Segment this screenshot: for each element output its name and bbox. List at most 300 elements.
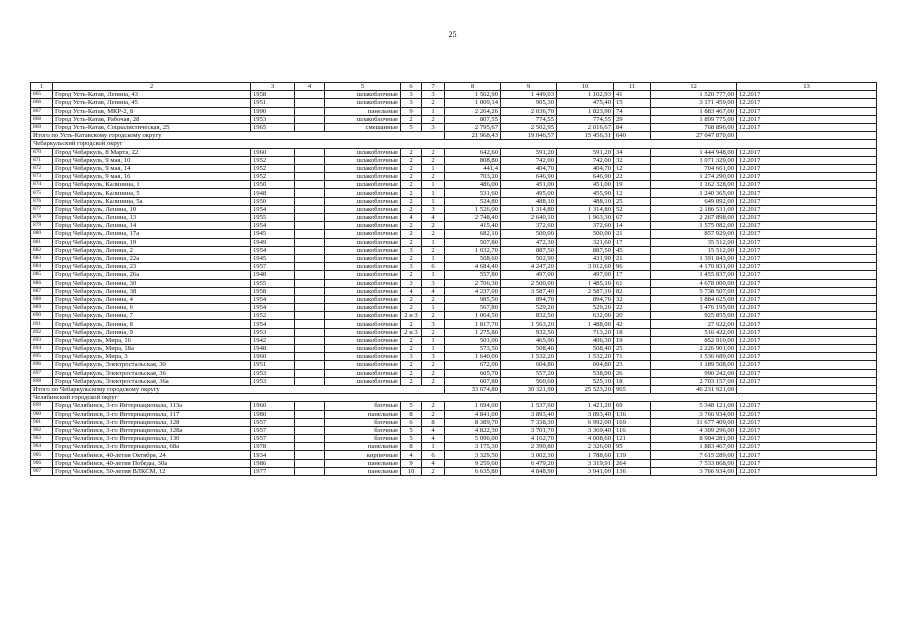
table-cell: 500,00 <box>557 230 614 238</box>
table-cell: шлакоблочные <box>325 361 401 369</box>
section-row <box>31 394 877 402</box>
table-cell <box>295 435 325 443</box>
table-cell: Город Чебаркуль, Ленина, 22а <box>53 254 251 262</box>
table-cell: 3 329,50 <box>445 451 501 459</box>
table-cell: 1954 <box>251 205 295 213</box>
table-cell: 1 526,00 <box>445 205 501 213</box>
table-cell <box>295 99 325 107</box>
empty-cell <box>737 132 877 140</box>
table-cell: 4 <box>401 451 422 459</box>
table-cell: 1 899 775,00 <box>651 115 737 123</box>
table-cell: 5 <box>401 426 422 434</box>
table-cell: панельные <box>325 467 401 475</box>
column-header: 12 <box>651 83 737 91</box>
table-cell: 12.2017 <box>737 345 877 353</box>
column-header: 4 <box>295 83 325 91</box>
table-cell: 2 587,10 <box>557 287 614 295</box>
table-cell: Город Чебаркуль, Ленина, 38 <box>53 287 251 295</box>
table-cell: 557,80 <box>445 271 501 279</box>
table-cell: шлакоблочные <box>325 189 401 197</box>
table-cell: блочные <box>325 418 401 426</box>
table-cell: Город Чебаркуль, Ленина, 13 <box>53 214 251 222</box>
table-cell: шлакоблочные <box>325 164 401 172</box>
table-cell: 12.2017 <box>737 410 877 418</box>
table-cell: 2 016,67 <box>557 123 614 131</box>
table-cell: 5 <box>401 435 422 443</box>
table-cell: 3 012,60 <box>557 263 614 271</box>
table-cell: 892 <box>31 328 53 336</box>
table-cell: 35 512,00 <box>651 238 737 246</box>
table-cell: 1 009,14 <box>445 99 501 107</box>
table-cell: 906 <box>31 459 53 467</box>
table-cell: 887 <box>31 287 53 295</box>
total-row <box>31 132 877 140</box>
table-cell: 867 <box>31 107 53 115</box>
table-cell: панельные <box>325 107 401 115</box>
table-cell: 2 186 531,00 <box>651 205 737 213</box>
table-cell: 4 <box>401 287 422 295</box>
table-cell: 899 <box>31 402 53 410</box>
table-cell: шлакоблочные <box>325 99 401 107</box>
table-cell: 1 455 837,00 <box>651 271 737 279</box>
table-cell: 2 795,67 <box>445 123 501 131</box>
table-cell: 4 841,00 <box>445 410 501 418</box>
table-cell: 1 <box>422 271 445 279</box>
table-cell: 2 748,40 <box>445 214 501 222</box>
table-cell: 3 <box>401 263 422 271</box>
table-cell: Город Чебаркуль, Калинина, 5 <box>53 189 251 197</box>
table-cell <box>295 312 325 320</box>
total-value: 27 047 870,00 <box>651 132 737 140</box>
table-cell: 6 635,80 <box>445 467 501 475</box>
table-cell: 1 788,60 <box>557 451 614 459</box>
table-cell: 1 488,00 <box>557 320 614 328</box>
table-cell: 1 314,80 <box>557 205 614 213</box>
table-cell: 1 <box>422 197 445 205</box>
table-cell: 11 677 409,00 <box>651 418 737 426</box>
table-cell: 1 <box>422 189 445 197</box>
table-cell: 897 <box>31 369 53 377</box>
table-cell: 1 071 329,00 <box>651 156 737 164</box>
table-cell: 1950 <box>251 181 295 189</box>
table-row <box>31 467 877 475</box>
table-cell: 12.2017 <box>737 304 877 312</box>
table-cell <box>295 295 325 303</box>
table-cell: 52 <box>614 205 651 213</box>
table-cell: 1 <box>422 336 445 344</box>
table-cell: 3 319,91 <box>557 459 614 467</box>
table-cell: 61 <box>614 279 651 287</box>
table-cell <box>295 410 325 418</box>
table-cell: 1 032,70 <box>445 246 501 254</box>
table-cell: шлакоблочные <box>325 230 401 238</box>
table-row <box>31 123 877 131</box>
table-cell: шлакоблочные <box>325 246 401 254</box>
table-cell: 1 823,90 <box>557 107 614 115</box>
table-cell: 12.2017 <box>737 197 877 205</box>
table-cell: 857 929,00 <box>651 230 737 238</box>
table-cell: 2 <box>422 222 445 230</box>
table-cell: 1952 <box>251 164 295 172</box>
table-cell: 768 896,00 <box>651 123 737 131</box>
table-cell: 2 <box>401 345 422 353</box>
table-cell: Город Чебаркуль, Мира, 3 <box>53 353 251 361</box>
total-value: 46 231 921,00 <box>651 385 737 393</box>
table-cell: 646,90 <box>501 173 557 181</box>
table-cell: 501,00 <box>445 336 501 344</box>
section-row <box>31 140 877 148</box>
table-cell: 1955 <box>251 214 295 222</box>
table-cell: 34 <box>614 148 651 156</box>
page-number: 25 <box>448 30 457 39</box>
table-cell: 169 <box>614 418 651 426</box>
table-cell: 3 <box>422 279 445 287</box>
table-cell: 900 <box>31 410 53 418</box>
table-row <box>31 459 877 467</box>
table-cell: 2 <box>401 336 422 344</box>
table-cell: шлакоблочные <box>325 205 401 213</box>
table-cell: 27 922,00 <box>651 320 737 328</box>
table-cell: 891 <box>31 320 53 328</box>
table-cell: 1 240 365,00 <box>651 189 737 197</box>
section-title: Челябинский городской округ <box>31 394 877 402</box>
table-cell <box>295 91 325 99</box>
table-cell <box>295 205 325 213</box>
table-cell: 529,20 <box>501 304 557 312</box>
table-cell: 808,80 <box>445 156 501 164</box>
table-cell: Город Челябинск, 3-го Интернационала, 113а <box>53 402 251 410</box>
table-cell: 139 <box>614 451 651 459</box>
table-cell: 5 096,00 <box>445 435 501 443</box>
table-cell <box>295 361 325 369</box>
table-cell: 4 170 831,00 <box>651 263 737 271</box>
table-cell: 7 338,30 <box>501 418 557 426</box>
table-cell <box>295 418 325 426</box>
table-cell: 1965 <box>251 123 295 131</box>
table-cell: Город Чебаркуль, Ленина, 6 <box>53 304 251 312</box>
total-value: 21 968,43 <box>445 132 501 140</box>
table-cell <box>295 304 325 312</box>
table-row <box>31 271 877 279</box>
table-cell: 1 884 625,00 <box>651 295 737 303</box>
table-cell: 7 533 868,00 <box>651 459 737 467</box>
table-cell: 2 502,95 <box>501 123 557 131</box>
table-row <box>31 336 877 344</box>
table-cell: 2 <box>401 230 422 238</box>
table-row <box>31 115 877 123</box>
table-cell: 29 <box>614 115 651 123</box>
table-cell: 604,80 <box>557 361 614 369</box>
table-row <box>31 361 877 369</box>
table-cell: 1945 <box>251 230 295 238</box>
table-cell: смешанные <box>325 123 401 131</box>
table-cell: 8 389,70 <box>445 418 501 426</box>
table-cell: 3 171 459,00 <box>651 99 737 107</box>
table-cell: 682,10 <box>445 230 501 238</box>
column-header: 13 <box>737 83 877 91</box>
table-cell: 6 <box>422 263 445 271</box>
table-cell: 869 <box>31 123 53 131</box>
table-cell: 3 <box>422 320 445 328</box>
table-cell: 488,10 <box>557 197 614 205</box>
table-row <box>31 107 877 115</box>
table-cell: Город Челябинск, 3-го Интернационала, 117 <box>53 410 251 418</box>
table-cell: 264 <box>614 459 651 467</box>
table-cell: 874 <box>31 181 53 189</box>
table-cell: 904 <box>31 443 53 451</box>
table-row <box>31 402 877 410</box>
table-cell: 465,90 <box>501 336 557 344</box>
table-cell: 882 <box>31 246 53 254</box>
table-cell: 832,50 <box>501 312 557 320</box>
table-row <box>31 263 877 271</box>
table-cell: Город Челябинск, 40-летия Победы, 30а <box>53 459 251 467</box>
table-cell: 902 <box>31 426 53 434</box>
table-cell: Город Чебаркуль, Ленина, 19 <box>53 238 251 246</box>
table-cell: 26 <box>614 369 651 377</box>
table-cell: 96 <box>614 263 651 271</box>
table-cell: 894 <box>31 345 53 353</box>
table-cell: 12.2017 <box>737 123 877 131</box>
table-cell: Город Чебаркуль, Электростальская, 30 <box>53 361 251 369</box>
table-cell: 1951 <box>251 99 295 107</box>
table-cell: 2 <box>401 254 422 262</box>
table-cell: 32 <box>614 295 651 303</box>
table-cell: 12.2017 <box>737 148 877 156</box>
table-cell: 704 661,00 <box>651 164 737 172</box>
table-cell: 807,55 <box>445 115 501 123</box>
table-cell: 1954 <box>251 295 295 303</box>
table-cell <box>295 246 325 254</box>
table-cell <box>295 254 325 262</box>
table-cell: 497,00 <box>501 271 557 279</box>
table-cell: 2 <box>422 467 445 475</box>
table-cell: Город Чебаркуль, 8 Марта, 22 <box>53 148 251 156</box>
table-cell: 1 537,60 <box>501 402 557 410</box>
table-cell: 6 992,00 <box>557 418 614 426</box>
table-cell: 1958 <box>251 287 295 295</box>
table-cell: 1960 <box>251 402 295 410</box>
table-cell: 372,60 <box>501 222 557 230</box>
table-cell: 7 615 289,00 <box>651 451 737 459</box>
section-title: Чебаркульский городской округ <box>31 140 877 148</box>
table-cell: 868 <box>31 115 53 123</box>
table-cell: 2 <box>422 410 445 418</box>
table-cell <box>295 336 325 344</box>
table-cell: 18 <box>614 328 651 336</box>
table-cell: 672,00 <box>445 361 501 369</box>
table-cell: 17 <box>614 238 651 246</box>
table-cell: шлакоблочные <box>325 115 401 123</box>
table-cell: Город Чебаркуль, Ленина, 7 <box>53 312 251 320</box>
table-cell: Город Челябинск, 40-летия Октября, 24 <box>53 451 251 459</box>
table-cell: 12.2017 <box>737 189 877 197</box>
table-cell: Город Чебаркуль, Ленина, 30 <box>53 279 251 287</box>
table-cell: 14 <box>614 222 651 230</box>
table-cell: 12.2017 <box>737 107 877 115</box>
table-cell: 1950 <box>251 197 295 205</box>
table-row <box>31 377 877 385</box>
total-value: 25 523,20 <box>557 385 614 393</box>
table-cell: 3 587,40 <box>501 287 557 295</box>
table-cell: Город Чебаркуль, 9 мая, 14 <box>53 164 251 172</box>
table-cell: 2 <box>401 238 422 246</box>
table-cell: 3 <box>401 99 422 107</box>
table-cell: 1954 <box>251 320 295 328</box>
column-header: 5 <box>325 83 401 91</box>
table-cell: 3 <box>401 91 422 99</box>
table-cell: 1957 <box>251 426 295 434</box>
table-cell: 2 <box>401 361 422 369</box>
table-cell: 1 444 948,00 <box>651 148 737 156</box>
table-cell: 95 <box>614 443 651 451</box>
table-cell: 3 <box>422 205 445 213</box>
table-cell: Город Чебаркуль, Ленина, 23 <box>53 263 251 271</box>
table-cell: 3 893,40 <box>557 410 614 418</box>
table-cell: 12.2017 <box>737 246 877 254</box>
table-cell: 903 <box>31 435 53 443</box>
table-cell: шлакоблочные <box>325 91 401 99</box>
table-cell: 1957 <box>251 435 295 443</box>
total-value: 965 <box>614 385 651 393</box>
table-cell: 12.2017 <box>737 467 877 475</box>
table-row <box>31 254 877 262</box>
table-cell: 894,70 <box>501 295 557 303</box>
table-cell: 12.2017 <box>737 222 877 230</box>
table-row <box>31 295 877 303</box>
table-cell: 2 706,30 <box>445 279 501 287</box>
table-cell: 649 892,00 <box>651 197 737 205</box>
table-row <box>31 369 877 377</box>
table-cell: 703,20 <box>445 173 501 181</box>
table-cell: 22 <box>614 173 651 181</box>
table-cell: 925 855,00 <box>651 312 737 320</box>
table-cell: 1955 <box>251 279 295 287</box>
table-cell <box>295 173 325 181</box>
table-cell: 1 102,93 <box>557 91 614 99</box>
table-row <box>31 410 877 418</box>
table-cell: 531,60 <box>445 189 501 197</box>
table-cell: панельные <box>325 443 401 451</box>
table-cell <box>295 148 325 156</box>
table-row <box>31 189 877 197</box>
table-cell: Город Чебаркуль, Электростальская, 36а <box>53 377 251 385</box>
table-cell: 1954 <box>251 246 295 254</box>
table-cell <box>295 402 325 410</box>
table-cell: 893 <box>31 336 53 344</box>
table-cell: 19 <box>614 181 651 189</box>
table-cell: 508,40 <box>557 345 614 353</box>
table-cell: 1 520 777,00 <box>651 91 737 99</box>
table-cell: 9 259,60 <box>445 459 501 467</box>
table-cell: 2 <box>422 295 445 303</box>
table-cell: Город Чебаркуль, Калинина, 1 <box>53 181 251 189</box>
table-cell: 4 162,70 <box>501 435 557 443</box>
table-cell: 12.2017 <box>737 181 877 189</box>
table-row <box>31 304 877 312</box>
table-cell: 1949 <box>251 238 295 246</box>
table-cell: шлакоблочные <box>325 222 401 230</box>
table-cell <box>295 467 325 475</box>
table-cell: 742,00 <box>557 156 614 164</box>
table-cell: 852 910,00 <box>651 336 737 344</box>
table-row <box>31 205 877 213</box>
table-cell: Город Челябинск, 3-го Интернационала, 130 <box>53 435 251 443</box>
table-cell: 32 <box>614 156 651 164</box>
table-cell: 4 309 296,00 <box>651 426 737 434</box>
table-cell: Город Чебаркуль, Ленина, 4 <box>53 295 251 303</box>
table-cell: 2 226 901,00 <box>651 345 737 353</box>
table-cell: 1942 <box>251 336 295 344</box>
table-cell <box>295 279 325 287</box>
table-cell: 15 <box>614 99 651 107</box>
table-cell: Город Чебаркуль, 9 мая, 16 <box>53 173 251 181</box>
table-cell: 1 476 195,00 <box>651 304 737 312</box>
table-cell: 872 <box>31 164 53 172</box>
table-cell: 1 883 467,00 <box>651 107 737 115</box>
table-cell: шлакоблочные <box>325 263 401 271</box>
table-cell: 2 <box>401 295 422 303</box>
total-value: 640 <box>614 132 651 140</box>
table-cell <box>295 271 325 279</box>
column-header: 10 <box>557 83 614 91</box>
table-cell: 6 <box>422 451 445 459</box>
table-cell: 12.2017 <box>737 164 877 172</box>
table-cell <box>295 459 325 467</box>
table-cell: 1954 <box>251 222 295 230</box>
table-cell: 1 532,20 <box>501 353 557 361</box>
total-label: Итого по Чебаркульскому городскому округу <box>31 385 445 393</box>
table-cell: 1986 <box>251 459 295 467</box>
table-cell <box>295 443 325 451</box>
table-cell: 881 <box>31 238 53 246</box>
table-cell: 12.2017 <box>737 214 877 222</box>
table-cell: 1 274 290,00 <box>651 173 737 181</box>
table-cell: 2 <box>401 181 422 189</box>
table-cell: 774,55 <box>501 115 557 123</box>
table-row <box>31 435 877 443</box>
table-cell: 2 326,00 <box>557 443 614 451</box>
table-cell: 932,50 <box>501 328 557 336</box>
table-cell: 497,00 <box>557 271 614 279</box>
table-cell: 84 <box>614 123 651 131</box>
table-cell: 12.2017 <box>737 402 877 410</box>
table-cell: 884 <box>31 263 53 271</box>
table-cell: 74 <box>614 107 651 115</box>
table-cell: 604,80 <box>501 361 557 369</box>
table-cell: 865 <box>31 91 53 99</box>
column-header: 1 <box>31 83 53 91</box>
table-cell: 4 <box>422 435 445 443</box>
table-cell: 12.2017 <box>737 435 877 443</box>
table-cell: Город Чебаркуль, Ленина, 26а <box>53 271 251 279</box>
table-cell: 2 <box>401 369 422 377</box>
table-cell <box>295 328 325 336</box>
table-cell: 136 <box>614 467 651 475</box>
table-cell: 3 893,40 <box>501 410 557 418</box>
table-cell: 12.2017 <box>737 279 877 287</box>
table-cell: 2 <box>401 115 422 123</box>
table-cell <box>295 197 325 205</box>
table-cell: Город Усть-Катав, Ленина, 43 <box>53 91 251 99</box>
table-cell: Город Чебаркуль, Мира, 16 <box>53 336 251 344</box>
table-cell: 889 <box>31 304 53 312</box>
table-cell: 12.2017 <box>737 254 877 262</box>
table-cell: 3 <box>401 279 422 287</box>
table-cell: 6 479,20 <box>501 459 557 467</box>
table-cell: 3 <box>422 91 445 99</box>
table-cell: 1 <box>422 443 445 451</box>
